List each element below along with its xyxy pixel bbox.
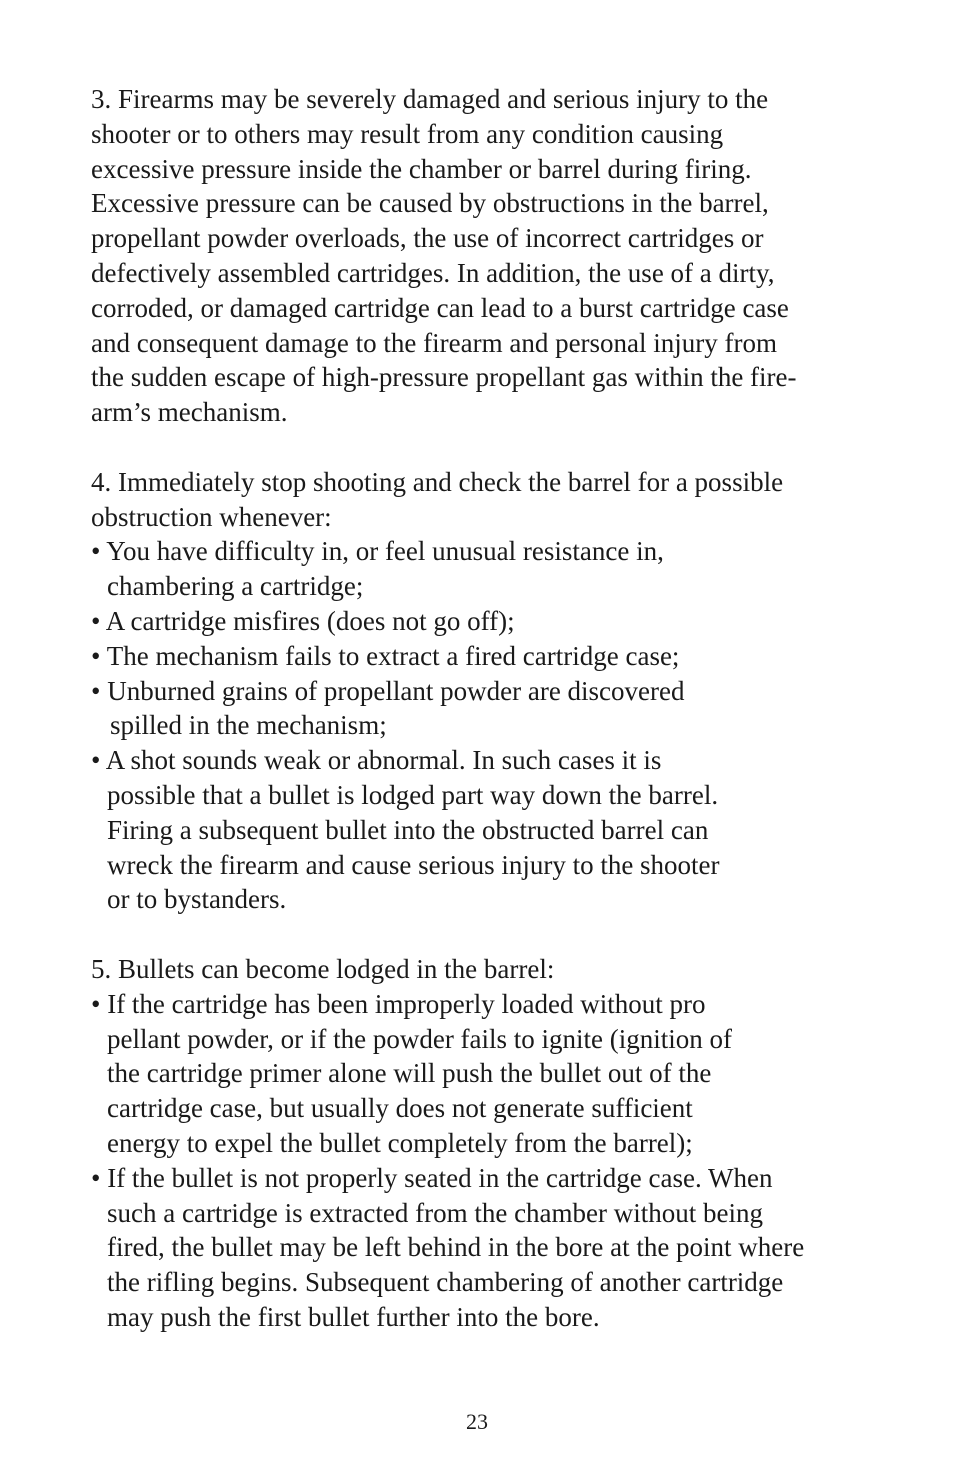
bullet-continuation: possible that a bullet is lodged part way down the barrel. [107, 779, 719, 810]
paragraph-gap [91, 917, 891, 952]
text-line: and consequent damage to the firearm and personal injury from [91, 327, 778, 358]
text-line: obstruction whenever: [91, 501, 332, 532]
text-line: 4. Immediately stop shooting and check the barrel for a possible [91, 466, 784, 497]
bullet-item [91, 674, 891, 744]
text-line: excessive pressure inside the chamber or barrel during firing. [91, 153, 752, 184]
bullet-continuation: such a cartridge is extracted from the chamber without being [107, 1197, 764, 1228]
text-line: propellant powder overloads, the use of incorrect cartridges or [91, 223, 764, 254]
bullet-continuation: pellant powder, or if the powder fails to ignite (ignition of [107, 1023, 733, 1054]
bullet-item [91, 987, 891, 1161]
bullet-continuation: spilled in the mechanism; [110, 710, 387, 741]
bullet-line: • You have difficulty in, or feel unusual resistance in, [91, 536, 664, 567]
bullet-continuation: cartridge case, but usually does not generate sufficient [107, 1093, 693, 1124]
bullet-line: • If the cartridge has been improperly loaded without pro [91, 988, 706, 1019]
bullet-continuation: the rifling begins. Subsequent chambering of another cartridge [107, 1267, 784, 1298]
bullet-continuation: Firing a subsequent bullet into the obstructed barrel can [107, 814, 709, 845]
text-line: shooter or to others may result from any condition causing [91, 118, 724, 149]
bullet-continuation: energy to expel the bullet completely from the barrel); [107, 1127, 693, 1158]
text-line: defectively assembled cartridges. In addition, the use of a dirty, [91, 257, 775, 288]
text-line: 3. Firearms may be severely damaged and serious injury to the [91, 84, 769, 114]
text-line: Excessive pressure can be caused by obstructions in the barrel, [91, 188, 769, 219]
text-line: 5. Bullets can become lodged in the barrel: [91, 953, 555, 984]
bullet-continuation: fired, the bullet may be left behind in the bore at the point where [107, 1232, 805, 1263]
bullet-continuation: may push the first bullet further into the bore. [107, 1301, 600, 1332]
bullet-item [91, 604, 891, 639]
bullet-item [91, 534, 891, 604]
text-line: arm’s mechanism. [91, 397, 288, 428]
bullet-item [91, 743, 891, 917]
section-5-paragraph [91, 952, 891, 1335]
bullet-line: • If the bullet is not properly seated in the cartridge case. When [91, 1162, 773, 1193]
bullet-continuation: wreck the firearm and cause serious injury to the shooter [107, 849, 720, 880]
section-4-paragraph [91, 465, 891, 917]
paragraph-gap [91, 430, 891, 465]
bullet-continuation: or to bystanders. [107, 884, 287, 915]
bullet-line: • A cartridge misfires (does not go off); [91, 605, 515, 636]
page-number: 23 [466, 1409, 488, 1434]
bullet-continuation: the cartridge primer alone will push the bullet out of the [107, 1058, 712, 1089]
bullet-line: • The mechanism fails to extract a fired cartridge case; [91, 640, 680, 671]
text-line: the sudden escape of high-pressure propellant gas within the fire- [91, 362, 797, 393]
bullet-item [91, 639, 891, 674]
bullet-line: • A shot sounds weak or abnormal. In such cases it is [91, 745, 662, 776]
bullet-continuation: chambering a cartridge; [107, 571, 364, 602]
bullet-line: • Unburned grains of propellant powder are discovered [91, 675, 685, 706]
bullet-item [91, 1161, 891, 1335]
section-3-paragraph [91, 82, 891, 430]
page-body [91, 82, 891, 1335]
text-line: corroded, or damaged cartridge can lead to a burst cartridge case [91, 292, 789, 323]
